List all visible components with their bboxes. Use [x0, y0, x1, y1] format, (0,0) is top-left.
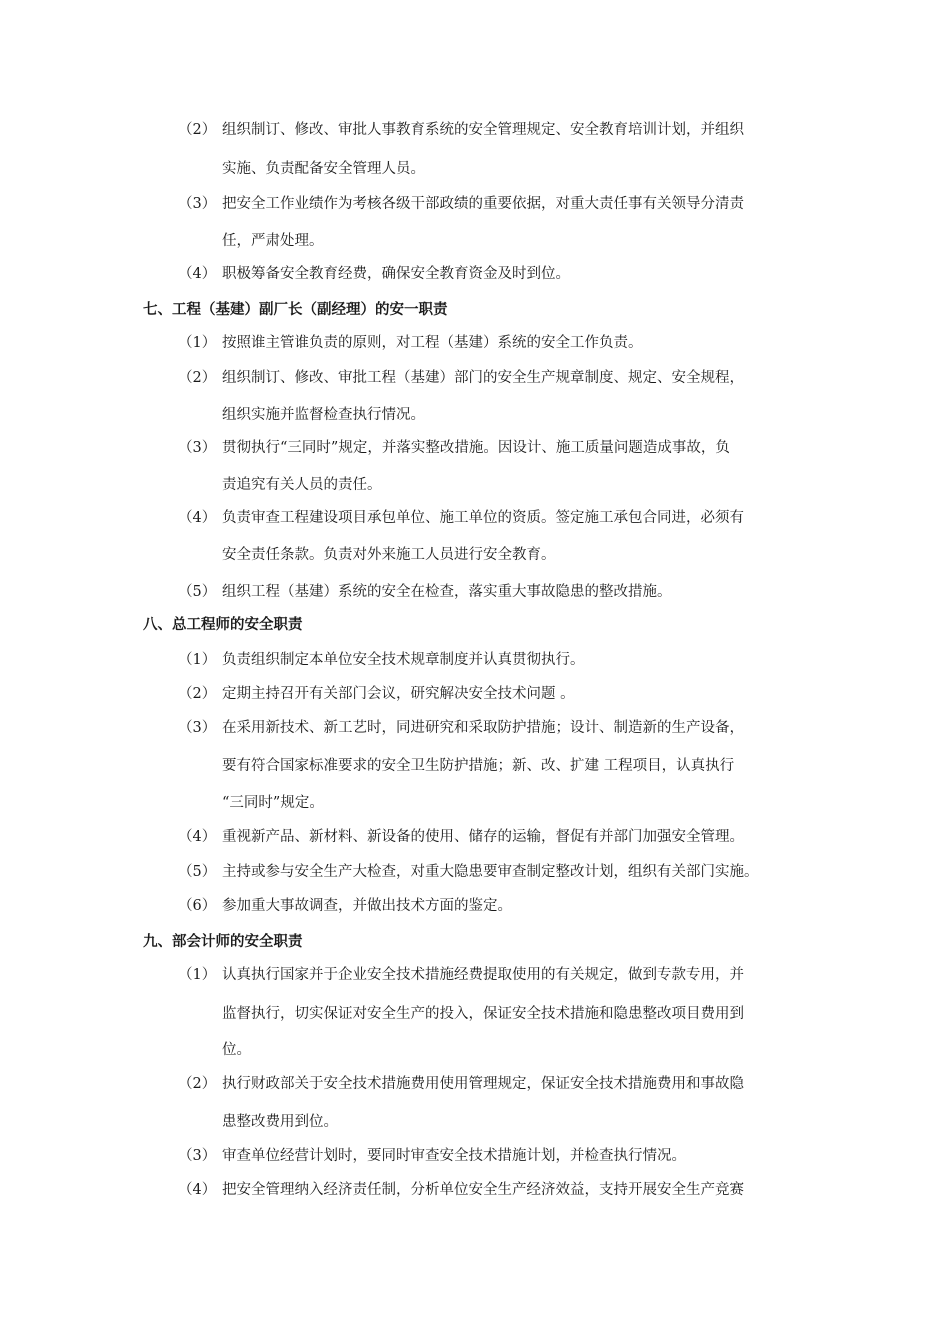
item-number: （4） — [178, 266, 217, 282]
item-text-line: 定期主持召开有关部门会议，研究解决安全技术问题 。 — [222, 686, 575, 702]
item-number: （1） — [178, 335, 217, 351]
item-text-line: “三同时”规定。 — [222, 795, 324, 811]
item-text-line: 监督执行，切实保证对安全生产的投入，保证安全技术措施和隐患整改项目费用到 — [222, 1006, 744, 1022]
item-text-line: 负责审查工程建设项目承包单位、施工单位的资质。签定施工承包合同进，必须有 — [222, 510, 744, 526]
item-number: （3） — [178, 196, 217, 212]
item-number: （3） — [178, 720, 217, 736]
item-number: （2） — [178, 686, 217, 702]
section-heading: 八、总工程师的安全职责 — [143, 616, 303, 633]
item-text-line: 实施、负责配备安全管理人员。 — [222, 161, 425, 177]
item-text-line: 组织制订、修改、审批工程（基建）部门的安全生产规章制度、规定、安全规程， — [222, 370, 744, 386]
item-number: （4） — [178, 510, 217, 526]
item-number: （2） — [178, 370, 217, 386]
item-text-line: 把安全工作业绩作为考核各级干部政绩的重要依据，对重大责任事有关领导分清责 — [222, 196, 744, 212]
item-number: （2） — [178, 122, 217, 138]
item-number: （3） — [178, 440, 217, 456]
item-number: （6） — [178, 898, 217, 914]
item-number: （5） — [178, 864, 217, 880]
section-heading: 七、工程（基建）副厂长（副经理）的安一职责 — [143, 301, 448, 318]
item-text-line: 贯彻执行“三同时”规定，并落实整改措施。因设计、施工质量问题造成事故，负 — [222, 440, 730, 456]
item-number: （3） — [178, 1148, 217, 1164]
item-text-line: 执行财政部关于安全技术措施费用使用管理规定，保证安全技术措施费用和事故隐 — [222, 1076, 744, 1092]
item-number: （4） — [178, 1182, 217, 1198]
section-heading: 九、部会计师的安全职责 — [143, 933, 303, 950]
item-text-line: 患整改费用到位。 — [222, 1114, 338, 1130]
item-text-line: 安全责任条款。负责对外来施工人员进行安全教育。 — [222, 547, 556, 563]
item-text-line: 位。 — [222, 1042, 251, 1058]
item-text-line: 审查单位经营计划时，要同时审查安全技术措施计划，并检查执行情况。 — [222, 1148, 686, 1164]
item-text-line: 参加重大事故调查，并做出技术方面的鉴定。 — [222, 898, 512, 914]
item-text-line: 任，严肃处理。 — [222, 233, 324, 249]
item-number: （5） — [178, 584, 217, 600]
item-number: （1） — [178, 652, 217, 668]
item-text-line: 负责组织制定本单位安全技术规章制度并认真贯彻执行。 — [222, 652, 585, 668]
item-text-line: 认真执行国家并于企业安全技术措施经费提取使用的有关规定，做到专款专用，并 — [222, 967, 744, 983]
item-number: （1） — [178, 967, 217, 983]
item-text-line: 要有符合国家标准要求的安全卫生防护措施；新、改、扩建 工程项目，认真执行 — [222, 758, 735, 774]
item-text-line: 按照谁主管谁负责的原则，对工程（基建）系统的安全工作负责。 — [222, 335, 643, 351]
item-text-line: 组织制订、修改、审批人事教育系统的安全管理规定、安全教育培训计划，并组织 — [222, 122, 744, 138]
item-text-line: 在采用新技术、新工艺时，同进研究和采取防护措施；设计、制造新的生产设备， — [222, 720, 744, 736]
item-number: （2） — [178, 1076, 217, 1092]
item-text-line: 把安全管理纳入经济责任制，分析单位安全生产经济效益，支持开展安全生产竞赛 — [222, 1182, 744, 1198]
item-text-line: 重视新产品、新材料、新设备的使用、储存的运输，督促有并部门加强安全管理。 — [222, 829, 744, 845]
item-text-line: 职极筹备安全教育经费，确保安全教育资金及时到位。 — [222, 266, 570, 282]
item-number: （4） — [178, 829, 217, 845]
item-text-line: 责追究有关人员的责任。 — [222, 477, 382, 493]
item-text-line: 组织实施并监督检查执行情况。 — [222, 407, 425, 423]
item-text-line: 主持或参与安全生产大检查，对重大隐患要审查制定整改计划，组织有关部门实施。 — [222, 864, 759, 880]
item-text-line: 组织工程（基建）系统的安全在检查，落实重大事故隐患的整改措施。 — [222, 584, 672, 600]
